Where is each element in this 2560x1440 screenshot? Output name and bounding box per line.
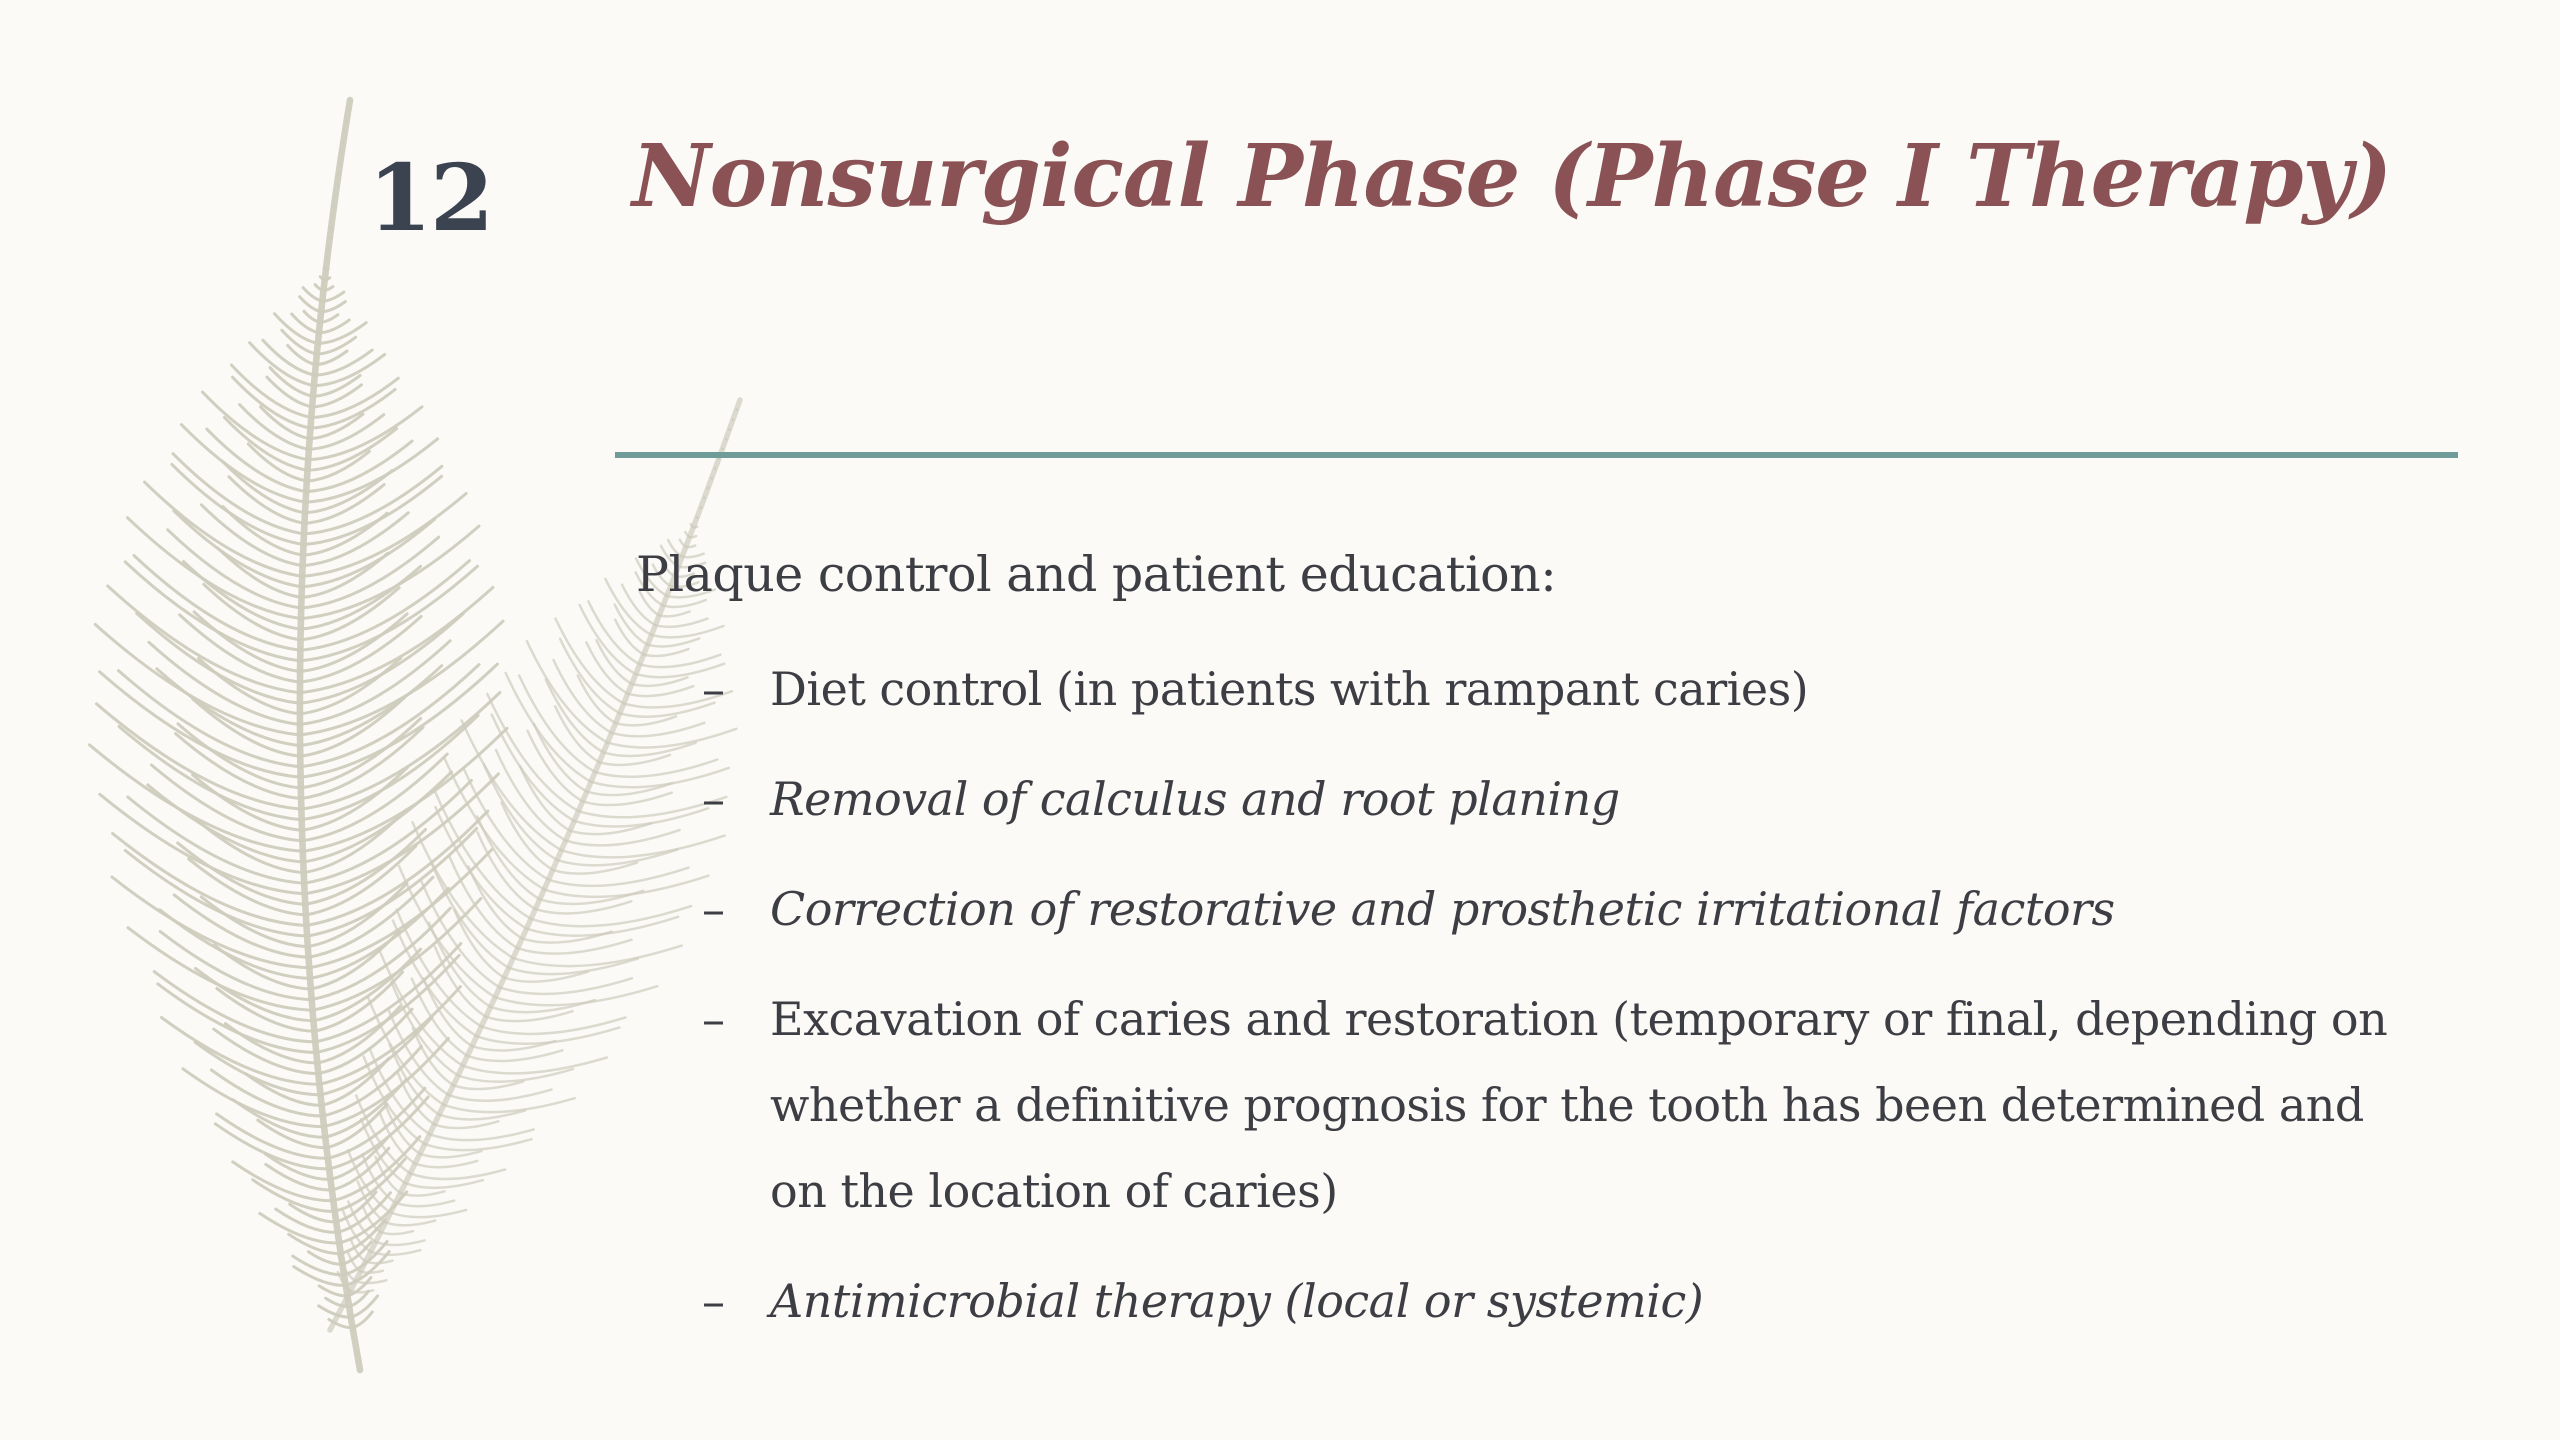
bullet-dash: –: [702, 662, 725, 716]
bullet-dash: –: [702, 772, 725, 826]
slide-body: [636, 540, 2426, 1368]
bullet-dash: –: [702, 882, 725, 936]
bullet-dash: –: [702, 992, 725, 1046]
bullet-list: [636, 646, 2426, 1344]
bullet-text: Antimicrobial therapy (local or systemic): [770, 1274, 1704, 1328]
bullet-dash: –: [702, 1274, 725, 1328]
bullet-text: Correction of restorative and prosthetic irritational factors: [770, 882, 2115, 936]
bullet-text: Excavation of caries and restoration (temporary or final, depending on whether a definitive prognosis for the tooth has been determined and on the location of caries): [770, 992, 2388, 1218]
title-divider: [615, 452, 2458, 458]
lead-text: Plaque control and patient education:: [636, 546, 1557, 603]
bullet-item: [636, 756, 2426, 842]
slide-number: 12: [368, 144, 493, 252]
bullet-item: [636, 976, 2426, 1234]
bullet-item: [636, 1258, 2426, 1344]
bullet-text: Removal of calculus and root planing: [770, 772, 1620, 826]
bullet-item: [636, 866, 2426, 952]
bullet-item: [636, 646, 2426, 732]
bullet-text: Diet control (in patients with rampant caries): [770, 662, 1809, 716]
slide-title: Nonsurgical Phase (Phase I Therapy): [632, 126, 2392, 227]
